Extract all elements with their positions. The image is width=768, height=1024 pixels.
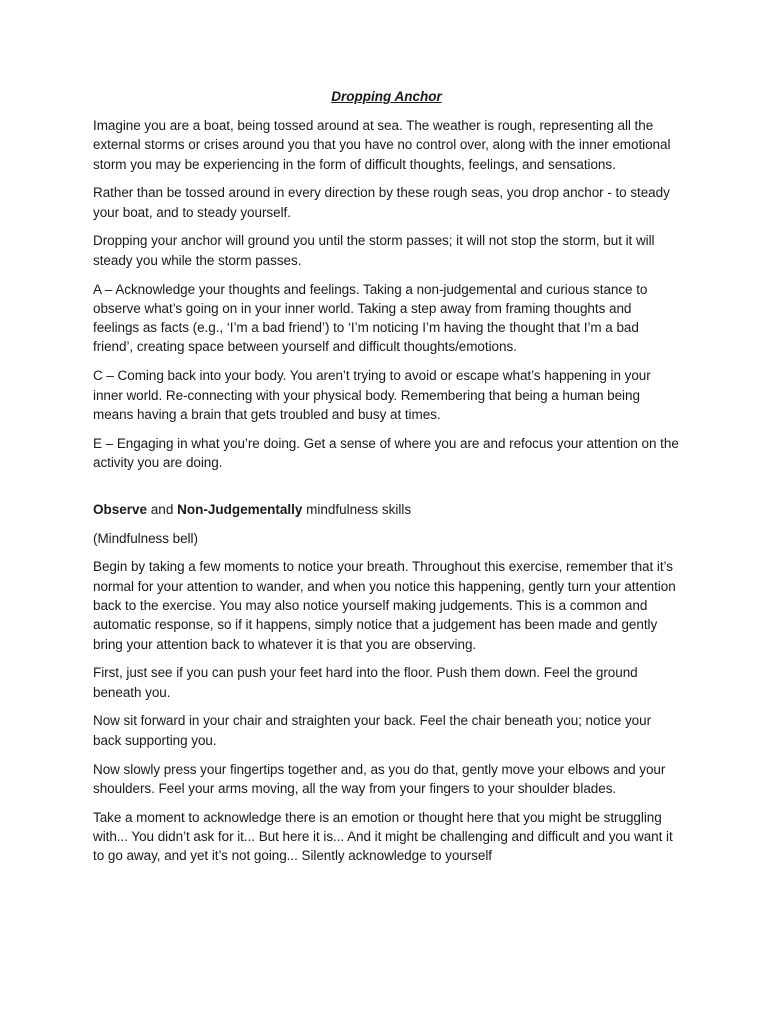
paragraph-breath: Begin by taking a few moments to notice your breath. Throughout this exercise, remember that it’s normal for your attention to wander, and when you notice this happening, gently turn your attention back to the exercise. You may also notice yourself making judgements. This is a common and automatic response, so if it happens, simply notice that a judgement has been made and gently bring your attention back to whatever it is that you are observing. — [93, 559, 676, 652]
paragraph-drop-anchor: Rather than be tossed around in every direction by these rough seas, you drop anchor - to steady your boat, and to steady yourself. — [93, 185, 670, 220]
section-spacer — [93, 482, 680, 500]
document-title: Dropping Anchor — [331, 89, 442, 104]
paragraph-acknowledge: A – Acknowledge your thoughts and feelings. Taking a non-judgemental and curious stance to observe what’s going on in your inner world. Taking a step away from framing thoughts and feelings as facts (e.g., ‘I’m a bad friend’) to ‘I’m noticing I’m having the thought that I’m a bad friend’, creating space between yourself and difficult thoughts/emotions. — [93, 281, 648, 355]
paragraph-coming-back: C – Coming back into your body. You aren’t trying to avoid or escape what’s happening in your inner world. Re-connecting with your physical body. Remembering that being a human being means having a brain that gets troubled and busy at times. — [93, 368, 651, 422]
heading-bold-observe: Observe — [93, 501, 148, 517]
paragraph-engaging: E – Engaging in what you’re doing. Get a sense of where you are and refocus your attention on the activity you are doing. — [93, 435, 679, 470]
paragraph-mindfulness-bell: (Mindfulness bell) — [93, 530, 198, 546]
paragraph-ground: Dropping your anchor will ground you until the storm passes; it will not stop the storm, but it will steady you while the storm passes. — [93, 233, 655, 268]
section-heading — [93, 500, 680, 519]
heading-rest: mindfulness skills — [302, 501, 412, 517]
paragraph-chair: Now sit forward in your chair and straighten your back. Feel the chair beneath you; notice your back supporting you. — [93, 713, 652, 748]
paragraph-fingertips: Now slowly press your fingertips together and, as you do that, gently move your elbows and your shoulders. Feel your arms moving, all the way from your fingers to your shoulder blades. — [93, 761, 666, 796]
heading-and: and — [147, 501, 178, 517]
paragraph-intro: Imagine you are a boat, being tossed around at sea. The weather is rough, representing all the external storms or crises around you that you have no control over, along with the inner emotional storm you may be experiencing in the form of difficult thoughts, feelings, and sensations. — [93, 118, 671, 172]
paragraph-feet: First, just see if you can push your feet hard into the floor. Push them down. Feel the ground beneath you. — [93, 665, 638, 700]
paragraph-acknowledge-emotion: Take a moment to acknowledge there is an emotion or thought here that you might be struggling with... You didn’t ask for it... But here it is... And it might be challenging and difficult and you want it to go away, and yet it’s not going... Silently acknowledge to yourself — [93, 809, 673, 864]
heading-bold-non-judgementally: Non-Judgementally — [177, 501, 303, 517]
